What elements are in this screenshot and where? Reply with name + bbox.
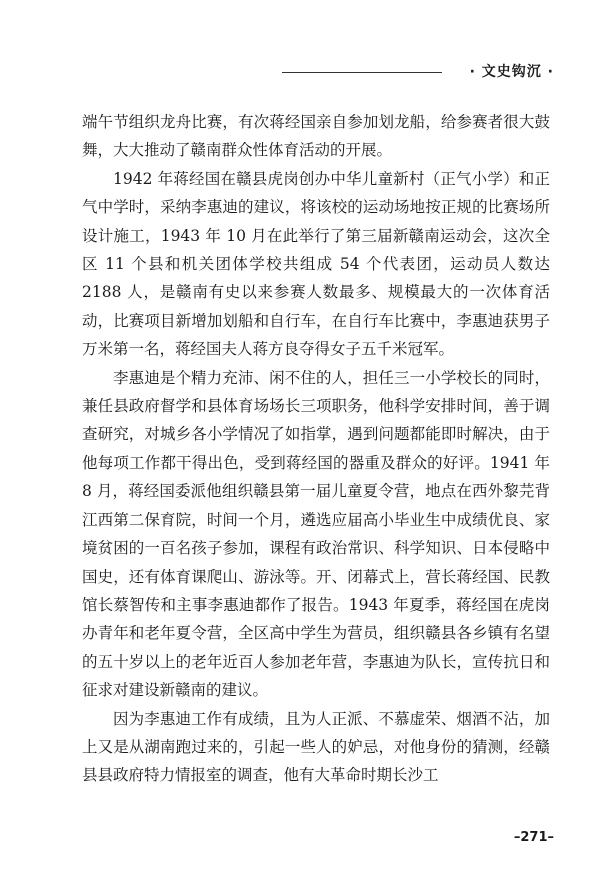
header-rule — [282, 72, 442, 73]
running-header — [282, 62, 554, 82]
body-text — [82, 108, 550, 790]
paragraph-2: 1942 年蒋经国在赣县虎岗创办中华儿童新村（正气小学）和正气中学时，采纳李惠迪的建议，将该校的运动场地按正规的比赛场所设计施工，1943 年 10 月在此举行了第三届新赣南运动会，这次全区 11 个县和机关团体学校共组成 54 个代表团，运动员人数达 2188 人，是赣南有史以来参赛人数最多、规模最大的一次体育活动，比赛项目新增加划船和自行车，在自行车比赛中，李惠迪获男子万米第一名，蒋经国夫人蒋方良夺得女子五千米冠军。 — [82, 169, 550, 359]
paragraph-1: 端午节组织龙舟比赛，有次蒋经国亲自参加划龙船，给参赛者很大鼓舞，大大推动了赣南群众性体育活动的开展。 — [82, 113, 550, 160]
paragraph-4: 因为李惠迪工作有成绩，且为人正派、不慕虚荣、烟酒不沾，加上又是从湖南跑过来的，引起一些人的妒忌，对他身份的猜测，经赣县县政府特力情报室的调查，他有大革命时期长沙工 — [82, 709, 550, 785]
paragraph-3: 李惠迪是个精力充沛、闲不住的人，担任三一小学校长的同时，兼任县政府督学和县体育场场长三项职务，他科学安排时间，善于调查研究，对城乡各小学情况了如指掌，遇到问题都能即时解决，由于他每项工作都干得出色，受到蒋经国的器重及群众的好评。1941 年 8 月，蒋经国委派他组织赣县第一届儿童夏令营，地点在西外黎芫背江西第二保育院，时间一个月，遴选应届高小毕业生中成绩优良、家境贫困的一百名孩子参加，课程有政治常识、科学知识、日本侵略中国史，还有体育课爬山、游泳等。开、闭幕式上，营长蒋经国、民教馆长蔡智传和主事李惠迪都作了报告。1943 年夏季，蒋经国在虎岗办青年和老年夏令营，全区高中学生为营员，组织赣县各乡镇有名望的五十岁以上的老年近百人参加老年营，李惠迪为队长，宣传抗日和征求对建设新赣南的建议。 — [82, 368, 550, 700]
section-title: · 文史钩沉 · — [469, 64, 554, 80]
page-number: –271– — [513, 830, 554, 845]
